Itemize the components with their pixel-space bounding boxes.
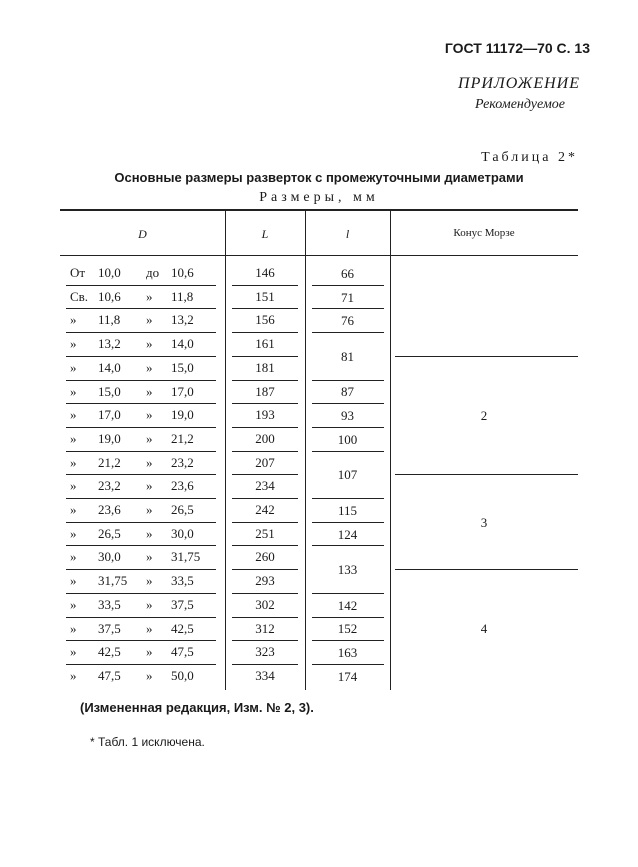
diameter-to: 33,5 [171, 573, 194, 589]
diameter-cell [66, 381, 218, 403]
diameter-cell [66, 286, 218, 308]
length-L-cell: 200 [255, 430, 275, 446]
diameter-prefix: » [70, 407, 77, 423]
diameter-from: 11,8 [98, 312, 121, 328]
diameter-prefix: » [70, 667, 77, 683]
diameter-from: 37,5 [98, 620, 121, 636]
length-L-cell: 234 [255, 478, 275, 494]
length-L-cell: 146 [255, 265, 275, 280]
diameter-to: 17,0 [171, 383, 194, 399]
length-L-cell: 251 [255, 525, 275, 541]
diameter-from: 21,2 [98, 454, 121, 470]
diameter-cell [66, 428, 218, 450]
diameter-cell [66, 357, 218, 379]
diameter-prefix: » [70, 596, 77, 612]
diameter-separator: » [146, 383, 153, 399]
diameter-from: 15,0 [98, 383, 121, 399]
diameter-cell [66, 546, 218, 568]
row-rule-l [312, 451, 384, 452]
diameter-prefix: » [70, 525, 77, 541]
diameter-from: 42,5 [98, 644, 121, 660]
footnote: * Табл. 1 исключена. [90, 735, 205, 749]
diameter-prefix: » [70, 644, 77, 660]
length-L-cell: 151 [255, 288, 275, 304]
length-L-cell: 161 [255, 336, 275, 352]
diameter-separator: » [146, 478, 153, 494]
length-L-cell: 242 [255, 502, 275, 517]
table-units: Размеры, мм [259, 190, 379, 205]
diameter-to: 50,0 [171, 667, 194, 683]
diameter-from: 23,2 [98, 478, 121, 494]
diameter-cell [66, 641, 218, 663]
row-rule-l [312, 380, 384, 381]
diameter-from: 17,0 [98, 407, 121, 423]
row-rule-l [312, 522, 384, 523]
length-l-cell: 100 [337, 431, 358, 447]
row-rule-l [312, 403, 384, 404]
diameter-separator: » [146, 525, 153, 541]
length-L-cell: 323 [255, 644, 275, 660]
diameter-from: 47,5 [98, 667, 121, 683]
diameter-prefix: » [70, 549, 77, 565]
row-rule-l [312, 545, 384, 546]
diameter-cell [66, 618, 218, 640]
diameter-from: 26,5 [98, 525, 121, 541]
diameter-separator: до [146, 265, 160, 280]
morse-rule-1 [395, 356, 578, 357]
diameter-from: 30,0 [98, 549, 121, 565]
column-header-morse: Конус Морзе [453, 227, 515, 239]
length-L-cell: 334 [255, 667, 275, 683]
appendix-title: ПРИЛОЖЕНИЕ [458, 75, 580, 92]
row-rule-l [312, 285, 384, 286]
table-label: Таблица 2* [481, 150, 578, 165]
morse-rule-3 [395, 569, 578, 570]
diameter-cell [66, 262, 218, 284]
length-L-cell: 302 [255, 596, 275, 612]
diameter-prefix: » [70, 454, 77, 470]
diameter-to: 30,0 [171, 525, 194, 541]
diameter-to: 13,2 [171, 312, 194, 328]
length-l-cell: 152 [337, 621, 358, 637]
diameter-from: 10,0 [98, 265, 121, 280]
column-header-l: l [345, 227, 350, 241]
diameter-separator: » [146, 573, 153, 589]
diameter-separator: » [146, 620, 153, 636]
length-L-cell: 187 [255, 383, 275, 399]
diameter-from: 23,6 [98, 502, 121, 517]
length-l-cell: 66 [341, 265, 354, 281]
diameter-to: 19,0 [171, 407, 194, 423]
diameter-to: 23,2 [171, 454, 194, 470]
diameter-prefix: » [70, 573, 77, 589]
length-l-cell: 163 [337, 645, 358, 661]
length-l-cell: 76 [341, 313, 354, 329]
diameter-prefix: » [70, 478, 77, 494]
diameter-cell [66, 333, 218, 355]
morse-taper-cell: 4 [480, 621, 488, 637]
length-l-cell: 115 [337, 502, 358, 518]
diameter-separator: » [146, 430, 153, 446]
length-l-cell: 142 [337, 597, 358, 613]
row-rule-l [312, 308, 384, 309]
length-l-cell: 87 [341, 384, 354, 400]
diameter-separator: » [146, 667, 153, 683]
length-l-cell: 81 [341, 348, 354, 364]
row-rule-l [312, 664, 384, 665]
length-l-cell: 133 [337, 562, 358, 578]
diameter-separator: » [146, 288, 153, 304]
diameter-to: 26,5 [171, 502, 194, 517]
diameter-to: 37,5 [171, 596, 194, 612]
table-title: Основные размеры разверток с промежуточными диаметрами [114, 170, 524, 185]
diameter-prefix: » [70, 383, 77, 399]
diameter-cell [66, 452, 218, 474]
diameter-separator: » [146, 454, 153, 470]
morse-rule-2 [395, 474, 578, 475]
morse-taper-cell: 3 [480, 514, 488, 530]
diameter-cell [66, 523, 218, 545]
length-L-cell: 293 [255, 573, 275, 589]
diameter-from: 33,5 [98, 596, 121, 612]
length-L-cell: 207 [255, 454, 275, 470]
diameter-separator: » [146, 407, 153, 423]
row-rule-l [312, 498, 384, 499]
diameter-to: 11,8 [171, 288, 194, 304]
diameter-cell [66, 570, 218, 592]
diameter-prefix: От [70, 265, 86, 280]
diameter-cell [66, 594, 218, 616]
diameter-prefix: » [70, 336, 77, 352]
diameter-prefix: » [70, 430, 77, 446]
diameter-separator: » [146, 336, 153, 352]
morse-taper-cell: 2 [480, 408, 488, 424]
diameter-to: 15,0 [171, 359, 194, 375]
diameter-cell [66, 309, 218, 331]
length-L-cell: 181 [255, 359, 275, 375]
length-l-cell: 124 [337, 526, 358, 542]
table-top-rule [60, 209, 578, 211]
appendix-subtitle: Рекомендуемое [475, 97, 565, 112]
diameter-cell [66, 404, 218, 426]
diameter-to: 42,5 [171, 620, 194, 636]
diameter-separator: » [146, 312, 153, 328]
diameter-to: 23,6 [171, 478, 194, 494]
diameter-prefix: » [70, 359, 77, 375]
length-l-cell: 71 [341, 289, 354, 305]
diameter-cell [66, 665, 218, 687]
diameter-prefix: » [70, 312, 77, 328]
diameter-from: 14,0 [98, 359, 121, 375]
column-header-d: D [138, 227, 147, 241]
revision-note: (Измененная редакция, Изм. № 2, 3). [80, 700, 314, 715]
length-L-cell: 193 [255, 407, 275, 423]
row-rule-l [312, 427, 384, 428]
diameter-cell [66, 475, 218, 497]
diameter-from: 19,0 [98, 430, 121, 446]
diameter-separator: » [146, 502, 153, 517]
length-L-cell: 312 [255, 620, 275, 636]
length-L-cell: 260 [255, 549, 275, 565]
diameter-prefix: » [70, 502, 77, 517]
diameter-separator: » [146, 549, 153, 565]
row-rule-l [312, 617, 384, 618]
diameter-to: 21,2 [171, 430, 194, 446]
length-l-cell: 174 [337, 668, 358, 684]
row-rule-l [312, 593, 384, 594]
column-header-L: L [261, 227, 269, 241]
diameter-to: 10,6 [171, 265, 194, 280]
diameter-to: 14,0 [171, 336, 194, 352]
diameter-separator: » [146, 644, 153, 660]
diameter-separator: » [146, 359, 153, 375]
diameter-to: 31,75 [171, 549, 201, 565]
diameter-from: 31,75 [98, 573, 128, 589]
length-l-cell: 93 [341, 408, 354, 424]
diameter-prefix: » [70, 620, 77, 636]
diameter-from: 10,6 [98, 288, 121, 304]
diameter-prefix: Св. [70, 288, 89, 304]
table-header-rule [60, 255, 578, 256]
diameter-from: 13,2 [98, 336, 121, 352]
diameter-separator: » [146, 596, 153, 612]
row-rule-l [312, 640, 384, 641]
document-header: ГОСТ 11172—70 С. 13 [444, 40, 590, 56]
diameter-cell [66, 499, 218, 521]
length-l-cell: 107 [337, 467, 358, 483]
row-rule-l [312, 332, 384, 333]
diameter-to: 47,5 [171, 644, 194, 660]
length-L-cell: 156 [255, 312, 275, 328]
